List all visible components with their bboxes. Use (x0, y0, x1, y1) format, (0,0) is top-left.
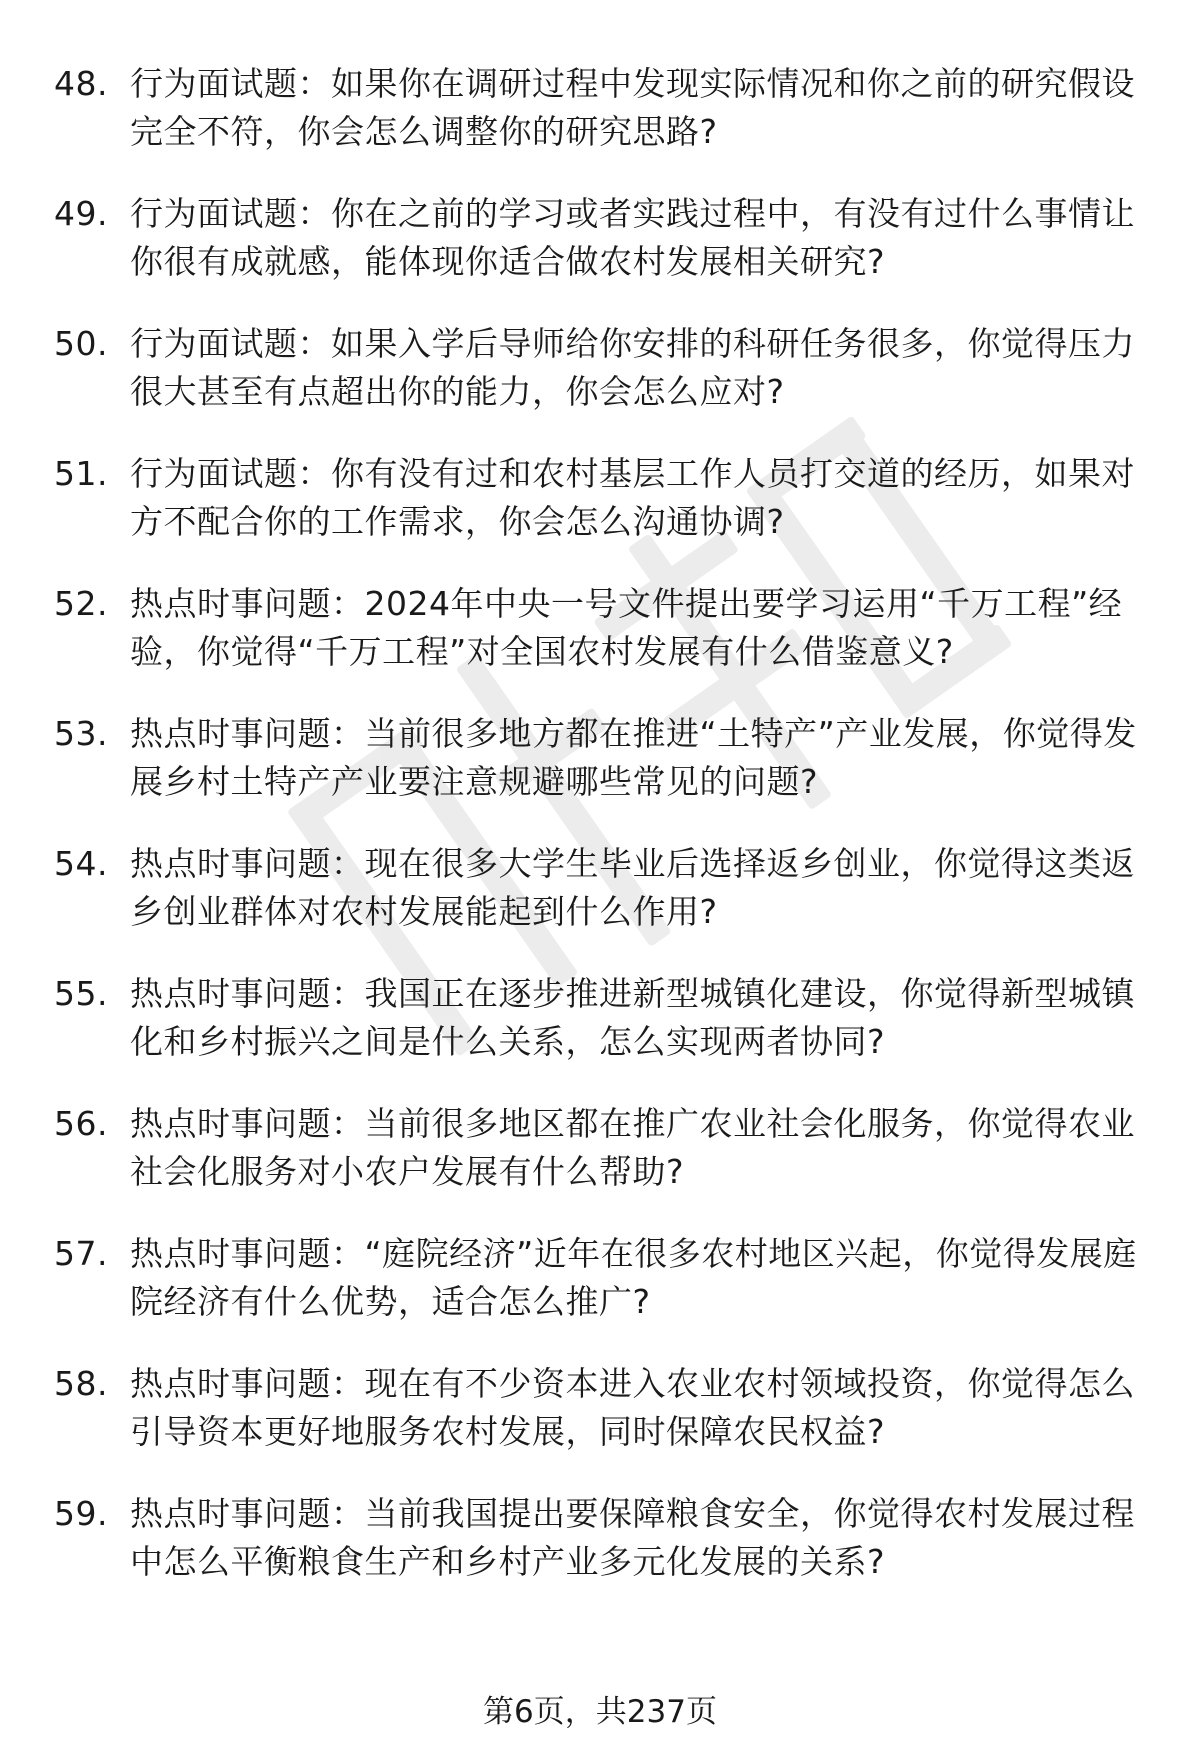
question-number: 58. (54, 1364, 108, 1403)
question-number: 50. (54, 324, 108, 363)
question-text: 热点时事问题：2024年中央一号文件提出要学习运用“千万工程”经验，你觉得“千万工程”对全国农村发展有什么借鉴意义? (130, 584, 1123, 671)
question-item (0, 450, 1200, 546)
question-item (0, 1490, 1200, 1586)
question-number: 52. (54, 584, 108, 623)
page-footer (0, 1692, 1200, 1732)
question-text: 热点时事问题：“庭院经济”近年在很多农村地区兴起，你觉得发展庭院经济有什么优势，适合怎么推广? (130, 1234, 1137, 1321)
question-text: 热点时事问题：当前很多地方都在推进“土特产”产业发展，你觉得发展乡村土特产产业要注意规避哪些常见的问题? (130, 714, 1137, 801)
question-list (0, 60, 1200, 1620)
question-item (0, 1360, 1200, 1456)
question-text: 行为面试题：如果入学后导师给你安排的科研任务很多，你觉得压力很大甚至有点超出你的能力，你会怎么应对? (130, 324, 1135, 411)
page-indicator: 第6页，共237页 (483, 1694, 717, 1730)
question-number: 54. (54, 844, 108, 883)
question-text: 行为面试题：你有没有过和农村基层工作人员打交道的经历，如果对方不配合你的工作需求，你会怎么沟通协调? (130, 454, 1135, 541)
question-text: 热点时事问题：现在有不少资本进入农业农村领域投资，你觉得怎么引导资本更好地服务农村发展，同时保障农民权益? (130, 1364, 1135, 1451)
question-text: 热点时事问题：现在很多大学生毕业后选择返乡创业，你觉得这类返乡创业群体对农村发展能起到什么作用? (130, 844, 1135, 931)
question-item (0, 190, 1200, 286)
question-text: 热点时事问题：我国正在逐步推进新型城镇化建设，你觉得新型城镇化和乡村振兴之间是什么关系，怎么实现两者协同? (130, 974, 1135, 1061)
question-item (0, 1230, 1200, 1326)
question-number: 59. (54, 1494, 108, 1533)
question-item (0, 320, 1200, 416)
question-item (0, 840, 1200, 936)
question-number: 49. (54, 194, 108, 233)
question-item (0, 970, 1200, 1066)
question-number: 53. (54, 714, 108, 753)
question-item (0, 60, 1200, 156)
question-item (0, 580, 1200, 676)
question-number: 57. (54, 1234, 108, 1273)
question-number: 56. (54, 1104, 108, 1143)
question-text: 热点时事问题：当前很多地区都在推广农业社会化服务，你觉得农业社会化服务对小农户发展有什么帮助? (130, 1104, 1135, 1191)
question-number: 51. (54, 454, 108, 493)
question-item (0, 710, 1200, 806)
question-text: 行为面试题：如果你在调研过程中发现实际情况和你之前的研究假设完全不符，你会怎么调整你的研究思路? (130, 64, 1135, 151)
question-text: 行为面试题：你在之前的学习或者实践过程中，有没有过什么事情让你很有成就感，能体现你适合做农村发展相关研究? (130, 194, 1135, 281)
question-number: 55. (54, 974, 108, 1013)
question-number: 48. (54, 64, 108, 103)
question-item (0, 1100, 1200, 1196)
question-text: 热点时事问题：当前我国提出要保障粮食安全，你觉得农村发展过程中怎么平衡粮食生产和乡村产业多元化发展的关系? (130, 1494, 1135, 1581)
